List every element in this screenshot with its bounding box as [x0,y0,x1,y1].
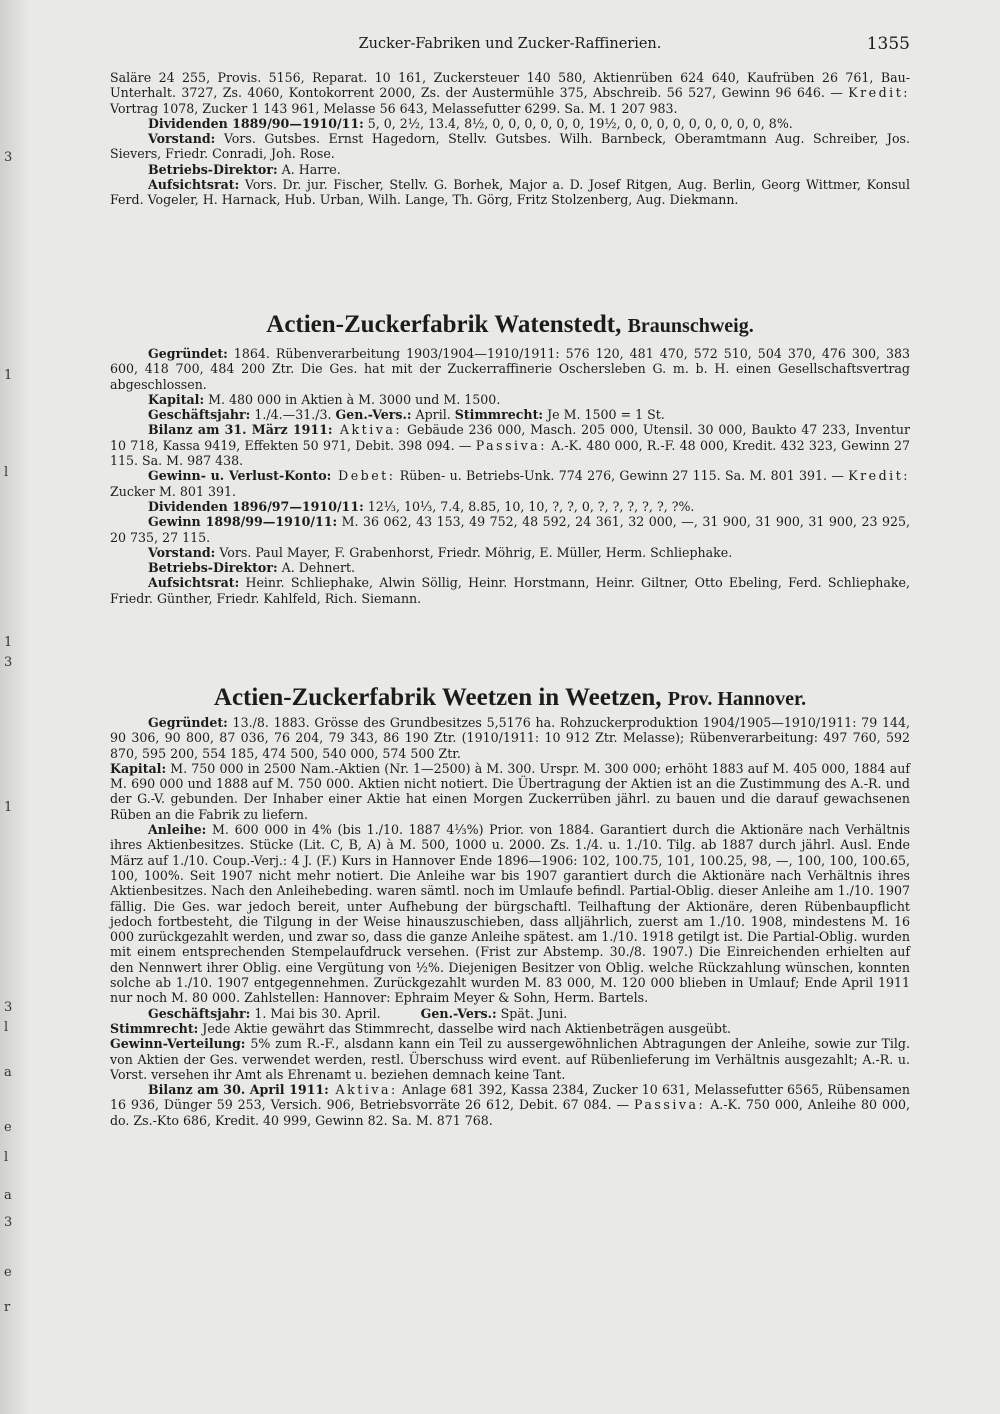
running-head: Zucker-Fabriken und Zucker-Raffinerien. [358,36,662,52]
board: Vorstand: Vors. Paul Mayer, F. Grabenhorst, Friedr. Möhrig, E. Müller, Herm. Schliephake. [148,544,733,560]
entry-watenstedt [110,346,910,606]
margin-mark: 1 [4,635,13,650]
prev-board: Vorstand: Vors. Gutsbes. Ernst Hagedorn, Stellv. Gutsbes. Wilh. Barnbeck, Oberamtmann Aug. Schreiber, Jos. Sievers, Friedr. Conradi, Joh. Rose. [110,131,910,162]
prev-director: Betriebs-Direktor: A. Harre. [148,161,341,177]
margin-mark: r [4,1300,11,1315]
profit-distribution: Gewinn-Verteilung: 5% zum R.-F., alsdann kann ein Teil zu aussergewöhnlichen Abtragungen der Anleihe, sowie zur Tilg. von Aktien der Ges. verwendet werden, restl. Überschuss wird event. auf Rübenlieferung im Verhältnis ausgezahlt; A.-R. u. Vorst. versehen ihr Amt als Ehrenamt u. beziehen demnach keine Tant. [110,1036,910,1082]
page-gutter [0,0,30,1414]
entry-title-weetzen: Actien-Zuckerfabrik Weetzen in Weetzen, Prov. Hannover. [213,684,807,711]
margin-mark: e [4,1265,12,1280]
supervisory-board: Aufsichtsrat: Heinr. Schliephake, Alwin Söllig, Heinr. Horstmann, Heinr. Giltner, Otto Ebeling, Ferd. Schliephake, Friedr. Günther, Friedr. Kahlfeld, Rich. Siemann. [110,575,910,606]
margin-mark: l [4,465,9,480]
margin-mark: 3 [4,1215,13,1230]
loan: Anleihe: M. 600 000 in 4% (bis 1./10. 1887 4⅓%) Prior. von 1884. Garantiert durch die Aktionäre nach Verhältnis ihres Aktienbesitzes. Stücke (Lit. C, B, A) à M. 500, 1000 u. 2000. Zs. 1./4. u. 1./10. Tilg. ab 1887 durch jährl. Ausl. Ende März auf 1./10. Coup.-Verj.: 4 J. (F.) Kurs in Hannover Ende 1896—1906: 102, 100.75, 101, 100.25, 98, —, 100, 100, 100.65, 100, 100%. Seit 1907 nicht mehr notiert. Die Anleihe war bis 1907 garantiert durch die Aktionäre nach Verhältnis ihres Aktienbesitzes. Nach den Anleihebeding. waren sämtl. noch im Umlaufe befindl. Partial-Oblig. dieser Anleihe am 1./10. 1907 fällig. Die Ges. war jedoch bereit, unter Aufhebung der bürgschaftl. Teilhaftung der Aktionäre, deren Rübenbaupflicht jedoch fortbesteht, die Tilgung in der Weise hinauszuschieben, dass alljährlich, zuerst am 1./10. 1908, mindestens M. 16 000 zurückgezahlt werden, und zwar so, dass die ganze Anleihe spätest. am 1./10. 1918 getilgt ist. Die Partial-Oblig. wurden mit einem entsprechenden Stempelaufdruck versehen. (Frist zur Abstemp. 30./8. 1907.) Die Einreichenden erhielten auf den Nennwert ihrer Oblig. eine Vergütung von ½%. Diejenigen Besitzer von Oblig. welche Rückzahlung wünschen, konnten solche ab 1./10. 1907 entgegennehmen. Zurückgezahlt wurden M. 83 000, M. 120 000 blieben in Umlauf; Ende April 1911 nur noch M. 80 000. Zahlstellen: Hannover: Ephraim Meyer & Sohn, Herm. Bartels. [110,822,910,1006]
margin-mark: l [4,1020,9,1035]
balance-sheet: Bilanz am 30. April 1911: Aktiva: Anlage 681 392, Kassa 2384, Zucker 10 631, Melassefutter 6565, Rübensamen 16 936, Dünger 59 253, Versich. 906, Betriebsvorräte 26 612, Debit. 67 084. — Passiva: A.-K. 750 000, Anleihe 80 000, do. Zs.-Kto 686, Kredit. 40 999, Gewinn 82. Sa. M. 871 768. [110,1082,910,1128]
previous-entry-continuation [110,70,910,208]
prev-supervisory-board: Aufsichtsrat: Vors. Dr. jur. Fischer, Stellv. G. Borhek, Major a. D. Josef Ritgen, Aug. Berlin, Georg Wittmer, Konsul Ferd. Vogeler, H. Harnack, Hub. Urban, Wilh. Lange, Th. Görg, Fritz Stolzenberg, Aug. Diekmann. [110,177,910,208]
fiscal-year: Geschäftsjahr: 1. Mai bis 30. April. Gen.-Vers.: Spät. Juni. [148,1005,568,1021]
prev-balance-paragraph: Saläre 24 255, Provis. 5156, Reparat. 10 161, Zuckersteuer 140 580, Aktienrüben 624 640, Kaufrüben 26 761, Bau-Unterhalt. 3727, Zs. 4060, Kontokorrent 2000, Zs. der Austermühle 375, Abschreib. 56 527, Gewinn 96 646. — Kredit: Vortrag 1078, Zucker 1 143 961, Melasse 56 643, Melassefutter 6299. Sa. M. 1 207 983. [110,70,910,116]
profit-loss-account: Gewinn- u. Verlust-Konto: Debet: Rüben- u. Betriebs-Unk. 774 276, Gewinn 27 115. Sa. M. 801 391. — Kredit: Zucker M. 801 391. [110,468,911,499]
founded: Gegründet: 13./8. 1883. Grösse des Grundbesitzes 5,5176 ha. Rohzuckerproduktion 1904/1905—1910/1911: 79 144, 90 306, 90 800, 87 036, 76 204, 79 343, 86 190 Ztr. (1910/1911: 10 912 Ztr. Melasse); Rübenverarbeitung: 497 760, 592 870, 595 200, 554 185, 474 500, 540 000, 574 500 Ztr. [110,715,910,761]
page-header [110,36,910,60]
entry-weetzen [110,715,910,1128]
margin-mark: 3 [4,150,13,165]
margin-mark: 1 [4,368,13,383]
dividends: Dividenden 1896/97—1910/11: 12⅓, 10⅓, 7.4, 8.85, 10, 10, ?, ?, 0, ?, ?, ?, ?, ?, ?%. [148,498,695,514]
profits: Gewinn 1898/99—1910/11: M. 36 062, 43 153, 49 752, 48 592, 24 361, 32 000, —, 31 900, 31 900, 31 900, 23 925, 20 735, 27 115. [110,514,910,545]
entry-title-watenstedt: Actien-Zuckerfabrik Watenstedt, Braunschweig. [266,311,754,338]
founded: Gegründet: 1864. Rübenverarbeitung 1903/1904—1910/1911: 576 120, 481 470, 572 510, 504 370, 476 300, 383 600, 418 700, 484 200 Ztr. Die Ges. hat mit der Zuckerraffinerie Oschersleben G. m. b. H. einen Gesellschaftsvertrag abgeschlossen. [110,346,910,392]
margin-mark: 1 [4,800,13,815]
margin-mark: 3 [4,1000,13,1015]
margin-mark: l [4,1150,9,1165]
margin-mark: e [4,1120,12,1135]
capital: Kapital: M. 480 000 in Aktien à M. 3000 und M. 1500. [148,391,501,407]
capital: Kapital: M. 750 000 in 2500 Nam.-Aktien (Nr. 1—2500) à M. 300. Urspr. M. 300 000; erhöht 1883 auf M. 405 000, 1884 auf M. 690 000 und 1888 auf M. 750 000. Aktien nicht notiert. Die Übertragung der Aktien ist an die Zustimmung des A.-R. und der G.-V. gebunden. Der Inhaber einer Aktie hat einen Morgen Zuckerrüben jährl. zu bauen und die darauf gewachsenen Rüben an die Fabrik zu liefern. [110,760,910,822]
margin-mark: a [4,1188,12,1203]
director: Betriebs-Direktor: A. Dehnert. [148,560,356,576]
prev-dividends: Dividenden 1889/90—1910/11: 5, 0, 2½, 13.4, 8½, 0, 0, 0, 0, 0, 0, 19½, 0, 0, 0, 0, 0, 0, 0, 0, 0, 8%. [148,115,793,131]
voting-rights: Stimmrecht: Jede Aktie gewährt das Stimmrecht, dasselbe wird nach Aktienbeträgen ausgeübt. [110,1020,732,1036]
balance-sheet: Bilanz am 31. März 1911: Aktiva: Gebäude 236 000, Masch. 205 000, Utensil. 30 000, Baukto 47 233, Inventur 10 718, Kassa 9419, Effekten 50 971, Debit. 398 094. — Passiva: A.-K. 480 000, R.-F. 48 000, Kredit. 432 323, Gewinn 27 115. Sa. M. 987 438. [110,422,911,469]
page-number: 1355 [866,34,910,54]
margin-mark: a [4,1065,12,1080]
fiscal-year: Geschäftsjahr: 1./4.—31./3. Gen.-Vers.: April. Stimmrecht: Je M. 1500 = 1 St. [148,407,665,423]
margin-mark: 3 [4,655,13,670]
